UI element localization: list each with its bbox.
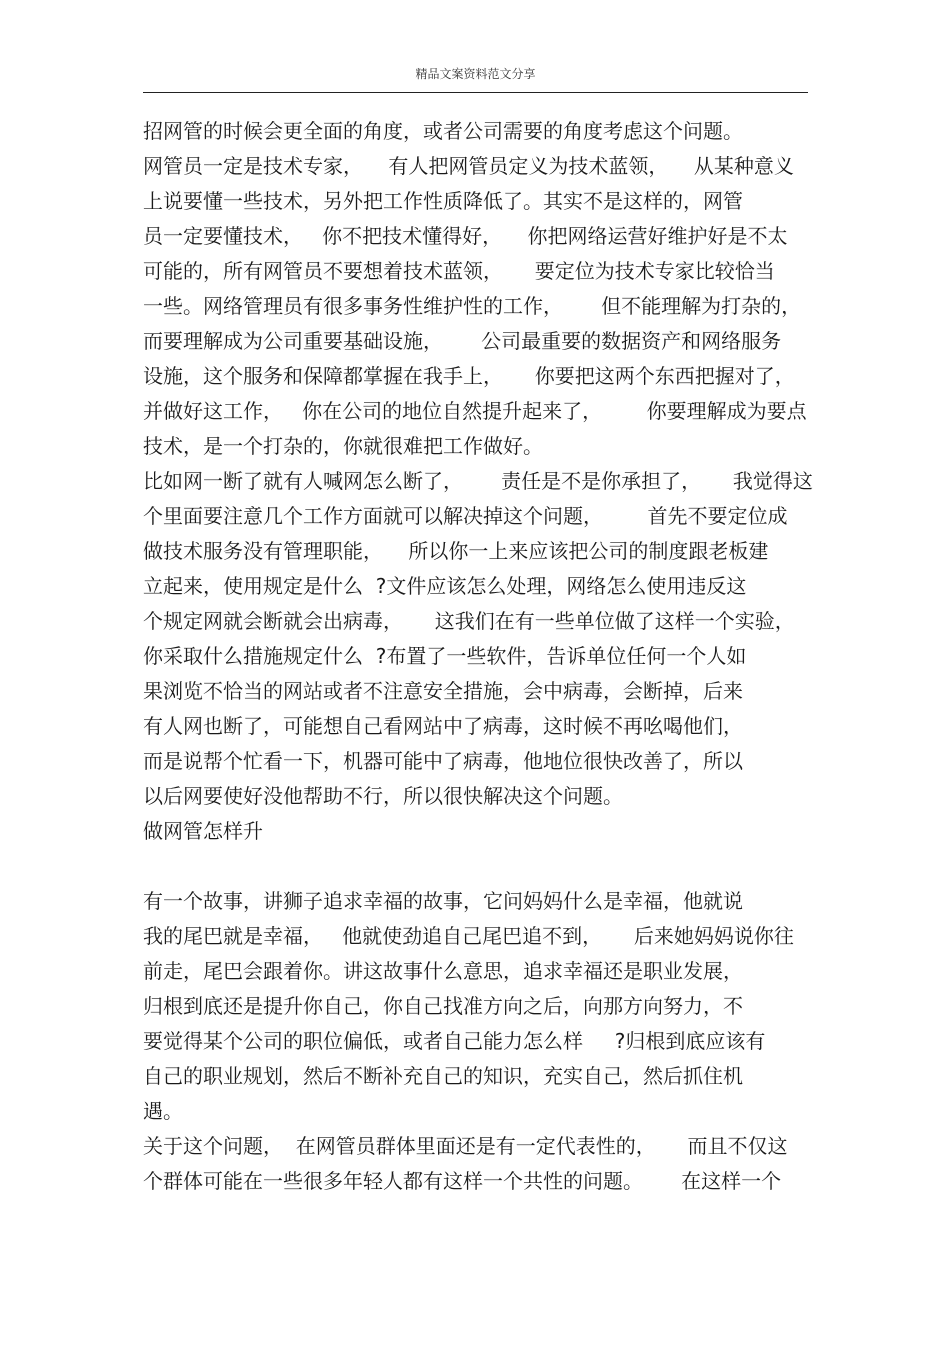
blank-line xyxy=(143,849,808,884)
body-text-line: 设施，这个服务和保障都掌握在我手上， 你要把这两个东西把握对了， xyxy=(143,364,795,388)
body-text-line: 员一定要懂技术， 你不把技术懂得好， 你把网络运营好维护好是不太 xyxy=(143,224,788,248)
body-text-line: 遇。 xyxy=(143,1099,183,1123)
body-text-line: 有人网也断了，可能想自己看网站中了病毒，这时候不再吆喝他们， xyxy=(143,714,743,738)
body-text-line: 你采取什么措施规定什么 ?布置了一些软件，告诉单位任何一个人如 xyxy=(143,644,747,668)
body-text-line: 立起来，使用规定是什么 ?文件应该怎么处理，网络怎么使用违反这 xyxy=(143,574,747,598)
body-text-line: 关于这个问题， 在网管员群体里面还是有一定代表性的， 而且不仅这 xyxy=(143,1134,788,1158)
body-text-line: 我的尾巴就是幸福， 他就使劲追自己尾巴追不到， 后来她妈妈说你往 xyxy=(143,924,794,948)
document-body xyxy=(143,114,813,1199)
body-text-line: 做技术服务没有管理职能， 所以你一上来应该把公司的制度跟老板建 xyxy=(143,539,769,563)
body-text-line: 可能的，所有网管员不要想着技术蓝领， 要定位为技术专家比较恰当 xyxy=(143,259,775,283)
body-text-line: 而要理解成为公司重要基础设施， 公司最重要的数据资产和网络服务 xyxy=(143,329,782,353)
body-text-line: 个群体可能在一些很多年轻人都有这样一个共性的问题。 在这样一个 xyxy=(143,1169,782,1193)
body-text-line: 上说要懂一些技术，另外把工作性质降低了。其实不是这样的，网管 xyxy=(143,189,743,213)
body-text-line: 果浏览不恰当的网站或者不注意安全措施，会中病毒，会断掉，后来 xyxy=(143,679,743,703)
body-text-line: 前走，尾巴会跟着你。讲这故事什么意思，追求幸福还是职业发展， xyxy=(143,959,743,983)
body-text-line: 而是说帮个忙看一下，机器可能中了病毒，他地位很快改善了，所以 xyxy=(143,749,743,773)
header-title: 精品文案资料范文分享 xyxy=(415,67,536,81)
body-text-line: 技术，是一个打杂的，你就很难把工作做好。 xyxy=(143,434,543,458)
body-text-line: 个规定网就会断就会出病毒， 这我们在有一些单位做了这样一个实验， xyxy=(143,609,795,633)
page-header xyxy=(143,64,808,93)
body-text-line: 做网管怎样升 xyxy=(143,819,263,843)
body-text-line: 要觉得某个公司的职位偏低，或者自己能力怎么样 ?归根到底应该有 xyxy=(143,1029,766,1053)
body-text-line: 以后网要使好没他帮助不行，所以很快解决这个问题。 xyxy=(143,784,623,808)
body-text-line: 自己的职业规划，然后不断补充自己的知识，充实自己，然后抓住机 xyxy=(143,1064,743,1088)
body-text-line: 归根到底还是提升你自己，你自己找准方向之后，向那方向努力，不 xyxy=(143,994,743,1018)
body-text-line: 一些。网络管理员有很多事务性维护性的工作， 但不能理解为打杂的， xyxy=(143,294,802,318)
body-text-line: 比如网一断了就有人喊网怎么断了， 责任是不是你承担了， 我觉得这 xyxy=(143,469,813,493)
body-text-line: 个里面要注意几个工作方面就可以解决掉这个问题， 首先不要定位成 xyxy=(143,504,788,528)
body-text-line: 招网管的时候会更全面的角度，或者公司需要的角度考虑这个问题。 xyxy=(143,119,743,143)
body-text-line: 并做好这工作， 你在公司的地位自然提升起来了， 你要理解成为要点 xyxy=(143,399,807,423)
body-text-line: 有一个故事，讲狮子追求幸福的故事，它问妈妈什么是幸福，他就说 xyxy=(143,889,743,913)
body-text-line: 网管员一定是技术专家， 有人把网管员定义为技术蓝领， 从某种意义 xyxy=(143,154,794,178)
